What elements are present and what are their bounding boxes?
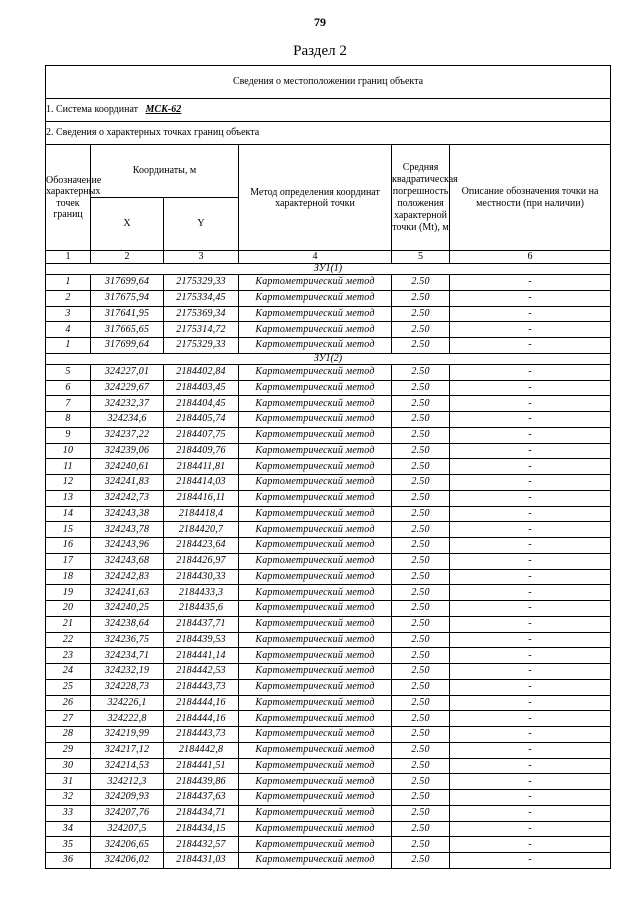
x-coordinate: 324207,5 — [91, 821, 164, 837]
description: - — [450, 853, 611, 869]
point-number: 26 — [46, 695, 91, 711]
description: - — [450, 459, 611, 475]
method: Картометрический метод — [239, 711, 392, 727]
y-coordinate: 2184423,64 — [164, 538, 239, 554]
error-value: 2.50 — [392, 396, 450, 412]
point-number: 1 — [46, 275, 91, 291]
method: Картометрический метод — [239, 601, 392, 617]
description: - — [450, 522, 611, 538]
description: - — [450, 412, 611, 428]
method: Картометрический метод — [239, 758, 392, 774]
error-value: 2.50 — [392, 364, 450, 380]
x-coordinate: 324240,25 — [91, 601, 164, 617]
error-value: 2.50 — [392, 412, 450, 428]
error-value: 2.50 — [392, 616, 450, 632]
x-coordinate: 317675,94 — [91, 290, 164, 306]
table-row — [46, 805, 611, 821]
method: Картометрический метод — [239, 538, 392, 554]
x-coordinate: 324243,38 — [91, 506, 164, 522]
x-coordinate: 324232,19 — [91, 664, 164, 680]
y-coordinate: 2184439,86 — [164, 774, 239, 790]
point-number: 18 — [46, 569, 91, 585]
x-coordinate: 324241,63 — [91, 585, 164, 601]
boundary-table — [45, 65, 611, 869]
method: Картометрический метод — [239, 853, 392, 869]
point-number: 15 — [46, 522, 91, 538]
error-value: 2.50 — [392, 695, 450, 711]
x-coordinate: 324243,96 — [91, 538, 164, 554]
x-coordinate: 324226,1 — [91, 695, 164, 711]
y-coordinate: 2184434,15 — [164, 821, 239, 837]
x-coordinate: 317665,65 — [91, 322, 164, 338]
error-value: 2.50 — [392, 322, 450, 338]
table-row — [46, 475, 611, 491]
y-coordinate: 2184416,11 — [164, 490, 239, 506]
x-coordinate: 317699,64 — [91, 338, 164, 354]
y-coordinate: 2184444,16 — [164, 695, 239, 711]
table-row — [46, 821, 611, 837]
page-number: 79 — [314, 15, 326, 29]
y-coordinate: 2175314,72 — [164, 322, 239, 338]
x-coordinate: 317641,95 — [91, 306, 164, 322]
point-number: 9 — [46, 427, 91, 443]
description: - — [450, 306, 611, 322]
point-number: 17 — [46, 553, 91, 569]
y-coordinate: 2184402,84 — [164, 364, 239, 380]
y-coordinate: 2184437,71 — [164, 616, 239, 632]
coordinate-system-label: 1. Система координат — [46, 104, 139, 115]
group-label: ЗУ1(1) — [46, 264, 611, 275]
column-number: 4 — [239, 251, 392, 264]
x-coordinate: 324206,02 — [91, 853, 164, 869]
table-row — [46, 506, 611, 522]
method: Картометрический метод — [239, 742, 392, 758]
header-error: Средняя квадратическая погрешность положения характерной точки (Mt), м — [392, 145, 450, 251]
table-row — [46, 601, 611, 617]
method: Картометрический метод — [239, 679, 392, 695]
header-point-designation: Обозначение характерных точек границ — [46, 145, 91, 251]
table-row — [46, 837, 611, 853]
y-coordinate: 2184437,63 — [164, 790, 239, 806]
table-row — [46, 758, 611, 774]
y-coordinate: 2184441,14 — [164, 648, 239, 664]
x-coordinate: 324232,37 — [91, 396, 164, 412]
description: - — [450, 648, 611, 664]
error-value: 2.50 — [392, 805, 450, 821]
error-value: 2.50 — [392, 711, 450, 727]
method: Картометрический метод — [239, 632, 392, 648]
y-coordinate: 2184403,45 — [164, 380, 239, 396]
y-coordinate: 2184443,73 — [164, 679, 239, 695]
x-coordinate: 317699,64 — [91, 275, 164, 291]
y-coordinate: 2175329,33 — [164, 338, 239, 354]
x-coordinate: 324243,68 — [91, 553, 164, 569]
error-value: 2.50 — [392, 585, 450, 601]
y-coordinate: 2184411,81 — [164, 459, 239, 475]
coordinate-system-row — [46, 99, 611, 122]
x-coordinate: 324234,6 — [91, 412, 164, 428]
description: - — [450, 774, 611, 790]
point-number: 29 — [46, 742, 91, 758]
table-row — [46, 490, 611, 506]
error-value: 2.50 — [392, 427, 450, 443]
method: Картометрический метод — [239, 585, 392, 601]
table-row — [46, 679, 611, 695]
point-number: 35 — [46, 837, 91, 853]
point-number: 25 — [46, 679, 91, 695]
description: - — [450, 538, 611, 554]
column-number: 5 — [392, 251, 450, 264]
header-y: Y — [164, 198, 239, 251]
method: Картометрический метод — [239, 443, 392, 459]
y-coordinate: 2184430,33 — [164, 569, 239, 585]
x-coordinate: 324242,73 — [91, 490, 164, 506]
table-title: Сведения о местоположении границ объекта — [46, 66, 611, 99]
description: - — [450, 837, 611, 853]
y-coordinate: 2184404,45 — [164, 396, 239, 412]
x-coordinate: 324207,76 — [91, 805, 164, 821]
x-coordinate: 324219,99 — [91, 727, 164, 743]
error-value: 2.50 — [392, 679, 450, 695]
column-number: 1 — [46, 251, 91, 264]
error-value: 2.50 — [392, 490, 450, 506]
error-value: 2.50 — [392, 774, 450, 790]
header-method: Метод определения координат характерной точки — [239, 145, 392, 251]
y-coordinate: 2184431,03 — [164, 853, 239, 869]
method: Картометрический метод — [239, 821, 392, 837]
point-number: 32 — [46, 790, 91, 806]
y-coordinate: 2184405,74 — [164, 412, 239, 428]
point-number: 6 — [46, 380, 91, 396]
y-coordinate: 2184432,57 — [164, 837, 239, 853]
y-coordinate: 2184420,7 — [164, 522, 239, 538]
method: Картометрический метод — [239, 553, 392, 569]
method: Картометрический метод — [239, 522, 392, 538]
point-number: 36 — [46, 853, 91, 869]
table-row — [46, 538, 611, 554]
point-number: 22 — [46, 632, 91, 648]
x-coordinate: 324217,12 — [91, 742, 164, 758]
y-coordinate: 2184414,03 — [164, 475, 239, 491]
method: Картометрический метод — [239, 275, 392, 291]
description: - — [450, 632, 611, 648]
error-value: 2.50 — [392, 853, 450, 869]
point-number: 34 — [46, 821, 91, 837]
description: - — [450, 322, 611, 338]
error-value: 2.50 — [392, 648, 450, 664]
method: Картометрический метод — [239, 695, 392, 711]
point-number: 2 — [46, 290, 91, 306]
table-row — [46, 853, 611, 869]
x-coordinate: 324227,01 — [91, 364, 164, 380]
description: - — [450, 275, 611, 291]
description: - — [450, 601, 611, 617]
method: Картометрический метод — [239, 790, 392, 806]
method: Картометрический метод — [239, 569, 392, 585]
table-row — [46, 459, 611, 475]
description: - — [450, 506, 611, 522]
point-number: 13 — [46, 490, 91, 506]
error-value: 2.50 — [392, 275, 450, 291]
error-value: 2.50 — [392, 569, 450, 585]
y-coordinate: 2184435,6 — [164, 601, 239, 617]
error-value: 2.50 — [392, 475, 450, 491]
column-number: 3 — [164, 251, 239, 264]
method: Картометрический метод — [239, 506, 392, 522]
table-row — [46, 275, 611, 291]
table-row — [46, 727, 611, 743]
method: Картометрический метод — [239, 805, 392, 821]
x-coordinate: 324240,61 — [91, 459, 164, 475]
point-number: 21 — [46, 616, 91, 632]
description: - — [450, 569, 611, 585]
y-coordinate: 2184426,97 — [164, 553, 239, 569]
method: Картометрический метод — [239, 427, 392, 443]
method: Картометрический метод — [239, 412, 392, 428]
description: - — [450, 664, 611, 680]
point-number: 31 — [46, 774, 91, 790]
y-coordinate: 2184407,75 — [164, 427, 239, 443]
x-coordinate: 324239,06 — [91, 443, 164, 459]
y-coordinate: 2184409,76 — [164, 443, 239, 459]
description: - — [450, 364, 611, 380]
table-row — [46, 616, 611, 632]
point-number: 23 — [46, 648, 91, 664]
x-coordinate: 324234,71 — [91, 648, 164, 664]
description: - — [450, 427, 611, 443]
error-value: 2.50 — [392, 443, 450, 459]
point-number: 19 — [46, 585, 91, 601]
description: - — [450, 695, 611, 711]
error-value: 2.50 — [392, 601, 450, 617]
table-row — [46, 412, 611, 428]
method: Картометрический метод — [239, 475, 392, 491]
method: Картометрический метод — [239, 727, 392, 743]
method: Картометрический метод — [239, 380, 392, 396]
description: - — [450, 758, 611, 774]
y-coordinate: 2184434,71 — [164, 805, 239, 821]
point-number: 24 — [46, 664, 91, 680]
point-number: 14 — [46, 506, 91, 522]
error-value: 2.50 — [392, 506, 450, 522]
table-row — [46, 553, 611, 569]
method: Картометрический метод — [239, 837, 392, 853]
table-row — [46, 632, 611, 648]
description: - — [450, 790, 611, 806]
table-row — [46, 790, 611, 806]
method: Картометрический метод — [239, 664, 392, 680]
method: Картометрический метод — [239, 338, 392, 354]
point-number: 30 — [46, 758, 91, 774]
point-number: 12 — [46, 475, 91, 491]
error-value: 2.50 — [392, 758, 450, 774]
y-coordinate: 2184433,3 — [164, 585, 239, 601]
coordinate-system-value: МСК-62 — [145, 104, 182, 115]
description: - — [450, 616, 611, 632]
table-row — [46, 364, 611, 380]
y-coordinate: 2184442,8 — [164, 742, 239, 758]
y-coordinate: 2184443,73 — [164, 727, 239, 743]
point-number: 5 — [46, 364, 91, 380]
error-value: 2.50 — [392, 306, 450, 322]
description: - — [450, 821, 611, 837]
error-value: 2.50 — [392, 742, 450, 758]
x-coordinate: 324209,93 — [91, 790, 164, 806]
description: - — [450, 290, 611, 306]
description: - — [450, 805, 611, 821]
x-coordinate: 324228,73 — [91, 679, 164, 695]
table-row — [46, 585, 611, 601]
x-coordinate: 324212,3 — [91, 774, 164, 790]
error-value: 2.50 — [392, 290, 450, 306]
point-number: 28 — [46, 727, 91, 743]
group-label: ЗУ1(2) — [46, 353, 611, 364]
description: - — [450, 585, 611, 601]
error-value: 2.50 — [392, 837, 450, 853]
y-coordinate: 2184444,16 — [164, 711, 239, 727]
table-row — [46, 290, 611, 306]
y-coordinate: 2175334,45 — [164, 290, 239, 306]
point-number: 1 — [46, 338, 91, 354]
x-coordinate: 324214,53 — [91, 758, 164, 774]
description: - — [450, 711, 611, 727]
method: Картометрический метод — [239, 322, 392, 338]
error-value: 2.50 — [392, 553, 450, 569]
table-row — [46, 338, 611, 354]
table-row — [46, 774, 611, 790]
table-row — [46, 427, 611, 443]
method: Картометрический метод — [239, 616, 392, 632]
error-value: 2.50 — [392, 821, 450, 837]
point-number: 3 — [46, 306, 91, 322]
description: - — [450, 679, 611, 695]
header-x: X — [91, 198, 164, 251]
x-coordinate: 324236,75 — [91, 632, 164, 648]
description: - — [450, 490, 611, 506]
y-coordinate: 2175329,33 — [164, 275, 239, 291]
point-number: 33 — [46, 805, 91, 821]
error-value: 2.50 — [392, 790, 450, 806]
point-number: 16 — [46, 538, 91, 554]
method: Картометрический метод — [239, 364, 392, 380]
point-number: 10 — [46, 443, 91, 459]
column-number: 6 — [450, 251, 611, 264]
x-coordinate: 324206,65 — [91, 837, 164, 853]
description: - — [450, 380, 611, 396]
error-value: 2.50 — [392, 727, 450, 743]
y-coordinate: 2184439,53 — [164, 632, 239, 648]
description: - — [450, 475, 611, 491]
table-row — [46, 396, 611, 412]
points-section-label: 2. Сведения о характерных точках границ объекта — [46, 122, 611, 145]
method: Картометрический метод — [239, 306, 392, 322]
table-row — [46, 742, 611, 758]
table-row — [46, 322, 611, 338]
error-value: 2.50 — [392, 522, 450, 538]
description: - — [450, 443, 611, 459]
error-value: 2.50 — [392, 380, 450, 396]
table-row — [46, 664, 611, 680]
x-coordinate: 324229,67 — [91, 380, 164, 396]
point-number: 4 — [46, 322, 91, 338]
x-coordinate: 324237,22 — [91, 427, 164, 443]
x-coordinate: 324238,64 — [91, 616, 164, 632]
method: Картометрический метод — [239, 490, 392, 506]
description: - — [450, 396, 611, 412]
point-number: 7 — [46, 396, 91, 412]
method: Картометрический метод — [239, 459, 392, 475]
error-value: 2.50 — [392, 338, 450, 354]
y-coordinate: 2184441,51 — [164, 758, 239, 774]
section-title: Раздел 2 — [293, 43, 347, 59]
method: Картометрический метод — [239, 648, 392, 664]
method: Картометрический метод — [239, 290, 392, 306]
table-row — [46, 569, 611, 585]
column-number: 2 — [91, 251, 164, 264]
method: Картометрический метод — [239, 396, 392, 412]
point-number: 8 — [46, 412, 91, 428]
description: - — [450, 338, 611, 354]
table-row — [46, 380, 611, 396]
point-number: 20 — [46, 601, 91, 617]
description: - — [450, 742, 611, 758]
x-coordinate: 324222,8 — [91, 711, 164, 727]
error-value: 2.50 — [392, 632, 450, 648]
table-row — [46, 648, 611, 664]
method: Картометрический метод — [239, 774, 392, 790]
y-coordinate: 2175369,34 — [164, 306, 239, 322]
x-coordinate: 324241,83 — [91, 475, 164, 491]
x-coordinate: 324242,83 — [91, 569, 164, 585]
header-coordinates: Координаты, м — [91, 145, 239, 198]
point-number: 27 — [46, 711, 91, 727]
header-description: Описание обозначения точки на местности (при наличии) — [450, 145, 611, 251]
table-row — [46, 711, 611, 727]
description: - — [450, 727, 611, 743]
error-value: 2.50 — [392, 664, 450, 680]
table-row — [46, 522, 611, 538]
table-row — [46, 306, 611, 322]
x-coordinate: 324243,78 — [91, 522, 164, 538]
table-row — [46, 695, 611, 711]
point-number: 11 — [46, 459, 91, 475]
y-coordinate: 2184418,4 — [164, 506, 239, 522]
table-row — [46, 443, 611, 459]
error-value: 2.50 — [392, 459, 450, 475]
description: - — [450, 553, 611, 569]
error-value: 2.50 — [392, 538, 450, 554]
y-coordinate: 2184442,53 — [164, 664, 239, 680]
